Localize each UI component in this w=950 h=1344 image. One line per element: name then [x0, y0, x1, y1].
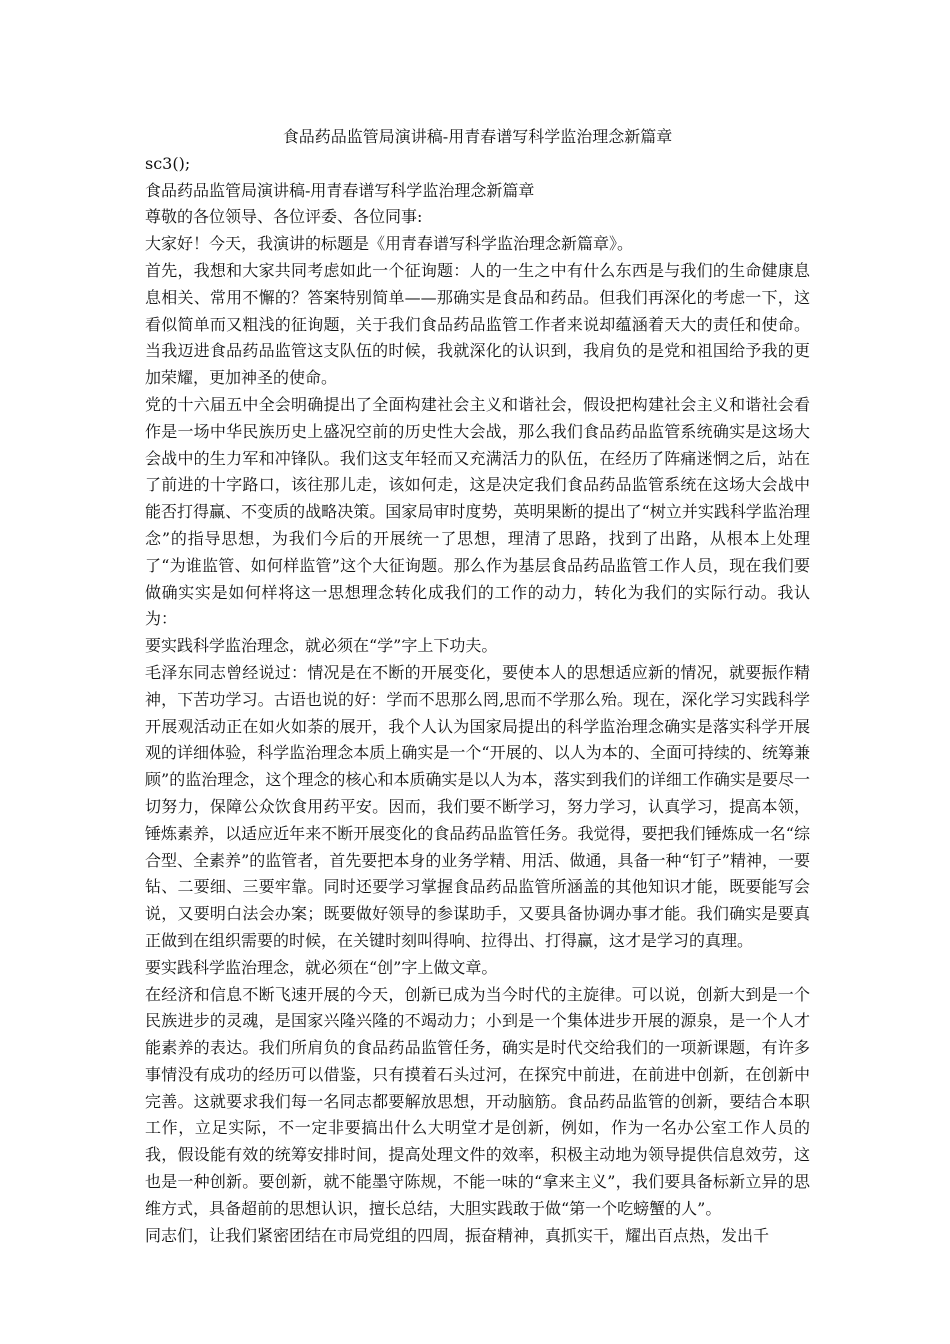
code-line: sc3(); — [145, 153, 191, 173]
paragraph-4: 在经济和信息不断飞速开展的今天，创新已成为当今时代的主旋律。可以说，创新大到是一个民族进步的灵魂，是国家兴隆兴隆的不竭动力；小到是一个集体进步开展的源泉，是一个人才能素养的表达。我们所肩负的食品药品监管任务，确实是时代交给我们的一项新课题，有许多事情没有成功的经历可以借鉴，只有摸着石头过河，在探究中前进，在前进中创新，在创新中完善。这就要求我们每一名同志都要解放思想，开动脑筋。食品药品监管的创新，要结合本职工作，立足实际，不一定非要搞出什么大明堂才是创新，例如，作为一名办公室工作人员的我，假设能有效的统筹安排时间，提高处理文件的效率，积极主动地为领导提供信息效劳，这也是一种创新。要创新，就不能墨守陈规，不能一味的“拿来主义”，我们要具备标新立异的思维方式，具备超前的思想认识，擅长总结，大胆实践敢于做“第一个吃螃蟹的人”。 — [145, 984, 810, 1218]
document-body — [145, 124, 810, 1249]
paragraph-2: 党的十六届五中全会明确提出了全面构建社会主义和谐社会，假设把构建社会主义和谐社会看作是一场中华民族历史上盛况空前的历史性大会战，那么我们食品药品监管系统确实是这场大会战中的生力军和冲锋队。我们这支年轻而又充满活力的队伍，在经历了阵痛迷惘之后，站在了前进的十字路口，该往那儿走，该如何走，这是决定我们食品药品监管系统在这场大会战中能否打得赢、不变质的战略决策。国家局审时度势，英明果断的提出了“树立并实践科学监治理念”的指导思想，为我们今后的开展统一了思想，理清了思路，找到了出路，从根本上处理了“为谁监管、如何样监管”这个大征询题。那么作为基层食品药品监管工作人员，现在我们要做确实实是如何样将这一思想理念转化成我们的工作的动力，转化为我们的实际行动。我认为： — [145, 394, 810, 629]
section-heading-study: 要实践科学监治理念，就必须在“学”字上下功夫。 — [145, 636, 498, 656]
paragraph-1: 首先，我想和大家共同考虑如此一个征询题：人的一生之中有什么东西是与我们的生命健康息息相关、常用不懈的？答案特别简单——那确实是食品和药品。但我们再深化的考虑一下，这看似简单而又粗浅的征询题，关于我们食品药品监管工作者来说却蕴涵着天大的责任和使命。当我迈进食品药品监管这支队伍的时候，我就深化的认识到，我肩负的是党和祖国给予我的更加荣耀，更加神圣的使命。 — [145, 260, 810, 388]
paragraph-greeting: 大家好！今天，我演讲的标题是《用青春谱写科学监治理念新篇章》。 — [145, 234, 634, 254]
paragraph-3: 毛泽东同志曾经说过：情况是在不断的开展变化，要使本人的思想适应新的情况，就要振作精神，下苦功学习。古语也说的好：学而不思那么罔,思而不学那么殆。现在，深化学习实践科学开展观活动正在如火如荼的展开，我个人认为国家局提出的科学监治理念确实是落实科学开展观的详细体验，科学监治理念本质上确实是一个“开展的、以人为本的、全面可持续的、统筹兼顾”的监治理念，这个理念的核心和本质确实是以人为本，落实到我们的详细工作确实是要尽一切努力，保障公众饮食用药平安。因而，我们要不断学习，努力学习，认真学习，提高本领，锤炼素养，以适应近年来不断开展变化的食品药品监管任务。我觉得，要把我们锤炼成一名“综合型、全素养”的监管者，首先要把本身的业务学精、用活、做通，具备一种“钉子”精神，一要钻、二要细、三要牢靠。同时还要学习掌握食品药品监管所涵盖的其他知识才能，既要能写会说，又要明白法会办案；既要做好领导的参谋助手，又要具备协调办事才能。我们确实是要真正做到在组织需要的时候，在关键时刻叫得响、拉得出、打得赢，这才是学习的真理。 — [145, 662, 810, 950]
paragraph-5: 同志们，让我们紧密团结在市局党组的四周，振奋精神，真抓实干，耀出百点热，发出千 — [145, 1225, 770, 1245]
salutation: 尊敬的各位领导、各位评委、各位同事: — [145, 207, 423, 227]
section-heading-innovate: 要实践科学监治理念，就必须在“创”字上做文章。 — [145, 957, 498, 977]
speech-heading: 食品药品监管局演讲稿-用青春谱写科学监治理念新篇章 — [145, 180, 535, 200]
document-title: 食品药品监管局演讲稿-用青春谱写科学监治理念新篇章 — [282, 127, 673, 146]
